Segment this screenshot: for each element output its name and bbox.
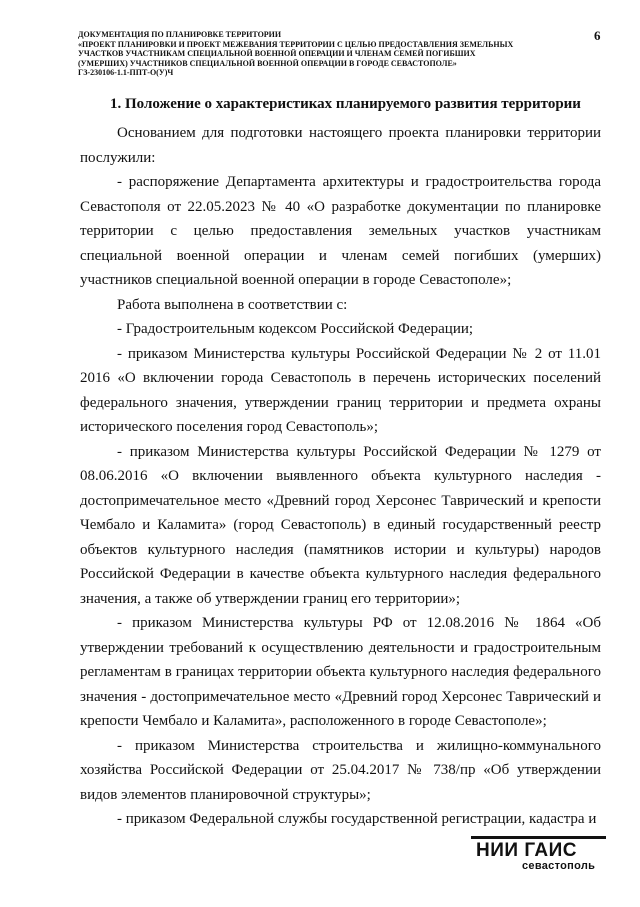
header-line: (УМЕРШИХ) УЧАСТНИКОВ СПЕЦИАЛЬНОЙ ВОЕННОЙ ОПЕРАЦИИ В ГОРОДЕ СЕВАСТОПОЛЕ»: [78, 58, 457, 68]
header-line: УЧАСТКОВ УЧАСТНИКАМ СПЕЦИАЛЬНОЙ ВОЕННОЙ ОПЕРАЦИИ И ЧЛЕНАМ СЕМЕЙ ПОГИБШИХ: [78, 49, 476, 59]
header-line: «ПРОЕКТ ПЛАНИРОВКИ И ПРОЕКТ МЕЖЕВАНИЯ ТЕРРИТОРИИ С ЦЕЛЬЮ ПРЕДОСТАВЛЕНИЯ ЗЕМЕЛЬНЫХ: [78, 39, 514, 49]
document-code: ГЗ-230106-1.1-ППТ-О(У)Ч: [78, 68, 174, 78]
document-header: [78, 30, 583, 78]
paragraph: - распоряжение Департамента архитектуры и градостроительства города Севастополя от 22.05.2023 № 40 «О разработке документации по планировке территории с целью предоставления земельных участков участникам специальной военной операции и членам семей погибших (умерших) участников специальной военной операции в городе Севастополе»;: [80, 174, 601, 288]
header-line: ДОКУМЕНТАЦИЯ ПО ПЛАНИРОВКЕ ТЕРРИТОРИИ: [78, 30, 282, 39]
document-body: [80, 121, 601, 832]
logo-bar: [471, 836, 606, 839]
paragraph: - приказом Министерства строительства и жилищно-коммунального хозяйства Российской Федерации от 25.04.2017 № 738/пр «Об утверждении видов элементов планировочной структуры»;: [80, 737, 601, 803]
paragraph: - приказом Министерства культуры Российской Федерации № 2 от 11.01 2016 «О включении города Севастополь в перечень исторических поселений федерального значения, утверждении границ территории и предмета охраны исторического поселения город Севастополь»;: [80, 345, 601, 435]
logo-city: севастополь: [522, 860, 596, 872]
paragraph: Работа выполнена в соответствии с:: [117, 296, 348, 313]
paragraph: - приказом Министерства культуры РФ от 12.08.2016 № 1864 «Об утверждении требований к осуществлению деятельности и градостроительным регламентам в границах территории объекта культурного наследия федерального значения - достопримечательное место «Древний город Херсонес Таврический и крепости Чембало и Каламита», расположенного в городе Севастополе»;: [80, 615, 601, 729]
section-title: 1. Положение о характеристиках планируемого развития территории: [110, 96, 581, 112]
logo-name: НИИ ГАИС: [476, 840, 577, 861]
paragraph: - приказом Федеральной службы государственной регистрации, кадастра и: [117, 811, 597, 827]
paragraph: - приказом Министерства культуры Российской Федерации № 1279 от 08.06.2016 «О включении выявленного объекта культурного наследия - достопримечательное место «Древний город Херсонес Таврический и крепости Чембало и Каламита» (город Севастополь) в единый государственный реестр объектов культурного наследия (памятников истории и культуры) народов Российской Федерации в качестве объекта культурного наследия федерального значения, а также об утверждении границ его территории»;: [80, 443, 601, 607]
page-number: 6: [594, 28, 601, 43]
organization-logo: [466, 836, 606, 880]
paragraph: Основанием для подготовки настоящего проекта планировки территории послужили:: [80, 125, 601, 166]
paragraph: - Градостроительным кодексом Российской Федерации;: [117, 321, 474, 337]
